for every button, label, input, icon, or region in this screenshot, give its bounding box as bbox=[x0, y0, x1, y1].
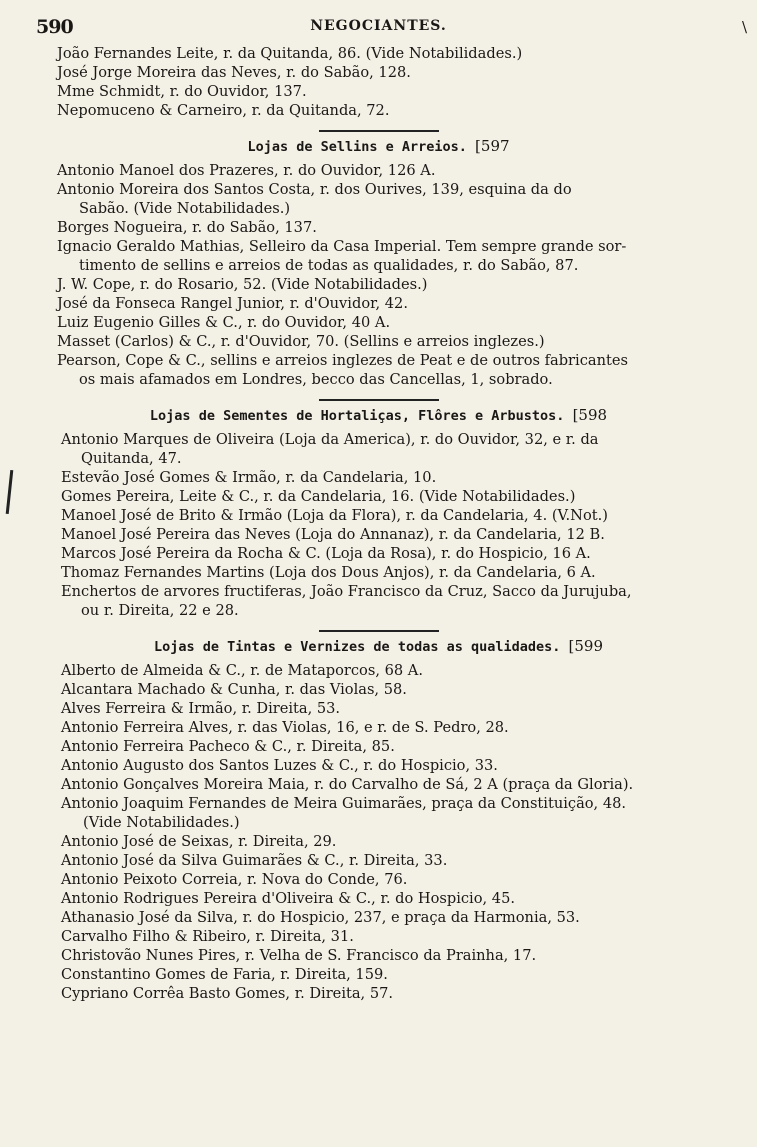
listing-entry: Estevão José Gomes & Irmão, r. da Candelaria, 10. bbox=[61, 469, 437, 486]
listing-entry: Antonio Augusto dos Santos Luzes & C., r. do Hospicio, 33. bbox=[61, 757, 498, 774]
section-number: [598 bbox=[572, 406, 608, 424]
page-number: 590 bbox=[36, 16, 73, 38]
page-header bbox=[0, 14, 757, 40]
listing-entry: J. W. Cope, r. do Rosario, 52. (Vide Notabilidades.) bbox=[57, 276, 428, 293]
section-title bbox=[0, 405, 757, 426]
section-rule bbox=[319, 630, 439, 632]
section-3 bbox=[0, 630, 757, 1003]
listing-entry: Ignacio Geraldo Mathias, Selleiro da Casa Imperial. Tem sempre grande sor- bbox=[57, 238, 627, 255]
listing-entry-continuation: Quitanda, 47. bbox=[81, 450, 182, 467]
listing-entry: Alves Ferreira & Irmão, r. Direita, 53. bbox=[61, 700, 341, 717]
listing-entry: Pearson, Cope & C., sellins e arreios inglezes de Peat e de outros fabricantes bbox=[57, 352, 628, 369]
listing-entry: Marcos José Pereira da Rocha & C. (Loja da Rosa), r. do Hospicio, 16 A. bbox=[61, 545, 591, 562]
listing-entry: Antonio Marques de Oliveira (Loja da America), r. do Ouvidor, 32, e r. da bbox=[61, 431, 599, 448]
section-title-text: Lojas de Sementes de Hortaliças, Flôres e Arbustos. bbox=[149, 408, 565, 424]
listing-entry: Antonio Moreira dos Santos Costa, r. dos Ourives, 139, esquina da do bbox=[57, 181, 572, 198]
listing-entry: Antonio Ferreira Pacheco & C., r. Direita, 85. bbox=[61, 738, 395, 755]
listing-entry-continuation: Sabão. (Vide Notabilidades.) bbox=[79, 200, 291, 217]
section-title-text: Lojas de Sellins e Arreios. bbox=[247, 139, 467, 155]
listing-entry: Luiz Eugenio Gilles & C., r. do Ouvidor, 40 A. bbox=[57, 314, 391, 331]
listing-entry: José Jorge Moreira das Neves, r. do Sabão, 128. bbox=[57, 64, 411, 81]
section-rule bbox=[319, 399, 439, 401]
section-title bbox=[0, 136, 757, 157]
listing-entry: Christovão Nunes Pires, r. Velha de S. Francisco da Prainha, 17. bbox=[61, 947, 537, 964]
corner-mark: \ bbox=[741, 18, 747, 36]
listing-entry: Athanasio José da Silva, r. do Hospicio, 237, e praça da Harmonia, 53. bbox=[61, 909, 580, 926]
section-2 bbox=[0, 399, 757, 620]
listing-entry: Thomaz Fernandes Martins (Loja dos Dous Anjos), r. da Candelaria, 6 A. bbox=[61, 564, 596, 581]
section-number: [599 bbox=[568, 637, 603, 655]
listing-content bbox=[0, 44, 757, 1003]
listing-entry: Alberto de Almeida & C., r. de Mataporcos, 68 A. bbox=[61, 662, 423, 679]
section-1 bbox=[0, 130, 757, 389]
listing-entry: Cypriano Corrêa Basto Gomes, r. Direita, 57. bbox=[61, 985, 394, 1002]
listing-entry: Constantino Gomes de Faria, r. Direita, 159. bbox=[61, 966, 388, 983]
section-title bbox=[0, 636, 757, 657]
listing-entry: Antonio Ferreira Alves, r. das Violas, 16, e r. de S. Pedro, 28. bbox=[61, 719, 509, 736]
running-title: NEGOCIANTES. bbox=[310, 18, 447, 34]
listing-entry: Antonio José da Silva Guimarães & C., r. Direita, 33. bbox=[61, 852, 448, 869]
section-0 bbox=[0, 44, 757, 120]
section-rule bbox=[319, 130, 439, 132]
listing-entry: Antonio Rodrigues Pereira d'Oliveira & C., r. do Hospicio, 45. bbox=[61, 890, 515, 907]
section-title-text: Lojas de Tintas e Vernizes de todas as qualidades. bbox=[153, 639, 561, 655]
listing-entry: Antonio Peixoto Correia, r. Nova do Conde, 76. bbox=[61, 871, 408, 888]
listing-entry: Nepomuceno & Carneiro, r. da Quitanda, 72. bbox=[57, 102, 390, 119]
listing-entry: Manoel José Pereira das Neves (Loja do Annanaz), r. da Candelaria, 12 B. bbox=[61, 526, 605, 543]
listing-entry-continuation: (Vide Notabilidades.) bbox=[83, 814, 240, 831]
listing-entry: Antonio Joaquim Fernandes de Meira Guimarães, praça da Constituição, 48. bbox=[61, 795, 627, 812]
listing-entry: Antonio José de Seixas, r. Direita, 29. bbox=[61, 833, 337, 850]
listing-entry: José da Fonseca Rangel Junior, r. d'Ouvidor, 42. bbox=[57, 295, 408, 312]
listing-entry: Antonio Gonçalves Moreira Maia, r. do Carvalho de Sá, 2 A (praça da Gloria). bbox=[61, 776, 634, 793]
listing-entry: Enchertos de arvores fructiferas, João Francisco da Cruz, Sacco da Jurujuba, bbox=[61, 583, 632, 600]
section-number: [597 bbox=[475, 137, 510, 155]
listing-entry: Gomes Pereira, Leite & C., r. da Candelaria, 16. (Vide Notabilidades.) bbox=[61, 488, 576, 505]
listing-entry: Antonio Manoel dos Prazeres, r. do Ouvidor, 126 A. bbox=[57, 162, 436, 179]
listing-entry: Mme Schmidt, r. do Ouvidor, 137. bbox=[57, 83, 307, 100]
listing-entry: Alcantara Machado & Cunha, r. das Violas, 58. bbox=[61, 681, 407, 698]
listing-entry-continuation: timento de sellins e arreios de todas as qualidades, r. do Sabão, 87. bbox=[79, 257, 579, 274]
listing-entry: João Fernandes Leite, r. da Quitanda, 86. (Vide Notabilidades.) bbox=[57, 45, 523, 62]
listing-entry: Manoel José de Brito & Irmão (Loja da Flora), r. da Candelaria, 4. (V.Not.) bbox=[61, 507, 608, 524]
listing-entry-continuation: os mais afamados em Londres, becco das Cancellas, 1, sobrado. bbox=[79, 371, 553, 388]
listing-entry-continuation: ou r. Direita, 22 e 28. bbox=[81, 602, 239, 619]
listing-entry: Masset (Carlos) & C., r. d'Ouvidor, 70. (Sellins e arreios inglezes.) bbox=[57, 333, 545, 350]
listing-entry: Carvalho Filho & Ribeiro, r. Direita, 31. bbox=[61, 928, 354, 945]
listing-entry: Borges Nogueira, r. do Sabão, 137. bbox=[57, 219, 317, 236]
